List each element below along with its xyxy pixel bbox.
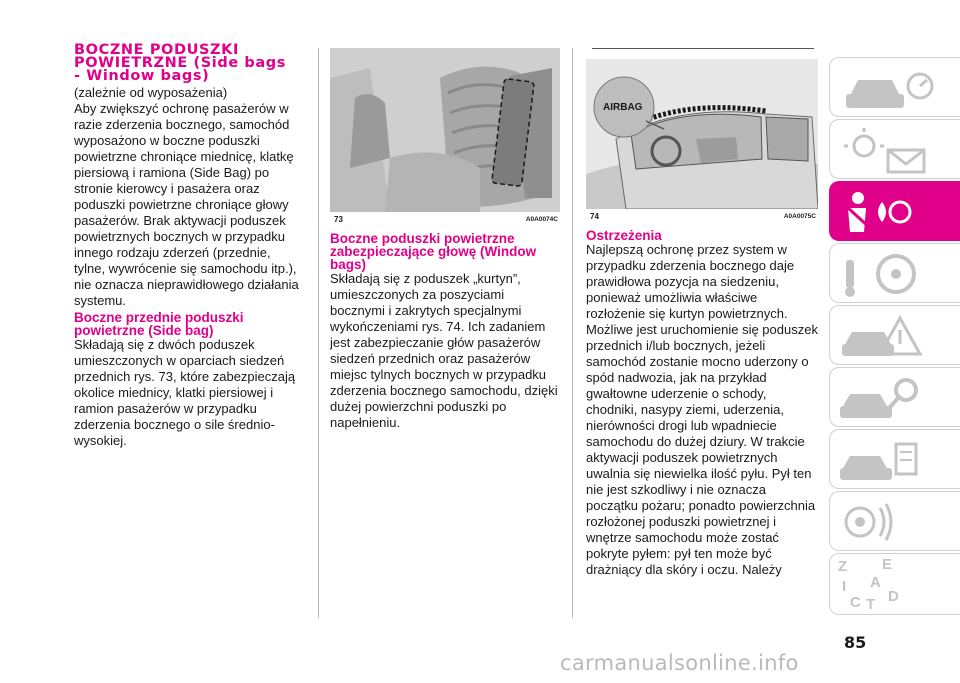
specs-icon xyxy=(830,430,960,490)
warning-lights-icon xyxy=(830,120,960,180)
seat-safety-icon xyxy=(830,182,960,242)
index-icon xyxy=(830,554,960,616)
key-steering-icon xyxy=(830,244,960,304)
index-letter: A xyxy=(870,574,881,591)
index-letter: D xyxy=(888,588,899,605)
multimedia-icon xyxy=(830,492,960,552)
figure-code: A0A0075C xyxy=(783,213,816,220)
car-illustration xyxy=(586,59,818,209)
maintenance-icon xyxy=(830,368,960,428)
intro-paragraph: Aby zwiększyć ochronę pasażerów w razie zderzenia bocznego, samochód wyposażono w boczne poduszki powietrzne chroniące miednicę, klatkę piersiową i ramiona (Side Bag) po stronie kierowcy i pasażera oraz poduszki powietrzne chroniące głowy pasażerów. Brak aktywacji poduszek powietrznych bocznych w przypadku innego rodzaju zderzeń (przednie, tylne, wywrócenie się samochodu itp.), nie oznacza nieprawidłowego działania systemu. xyxy=(74,101,299,308)
heading-line-3: - Window bags) xyxy=(74,68,210,84)
tab-maintenance[interactable] xyxy=(829,367,960,427)
warnings-paragraph: Najlepszą ochronę przez system w przypadku zderzenia bocznego daje prawidłowa pozycja na siedzeniu, ponieważ umożliwia właściwe rozłożenie się kurtyn powietrznych. Możliwe jest uruchomienie się poduszek przednich i/lub bocznych, jeżeli samochód zostanie mocno uderzony o spód nadwozia, jak na przykład gwałtowne uderzenie o schody, chodniki, nasypy ziemi, uderzenia, nierówności drogi lub wpadniecie samochodu do dużej dziury. W trakcie aktywacji poduszek powietrznych uwalnia się niewielka ilość pyłu. Pył ten nie jest szkodliwy i nie oznacza początku pożaru; ponadto powierzchnia rozłożonej poduszki powietrznej i wnętrze samochodu może zostać pokryte pyłem: pył ten może być drażniący dla skóry i oczu. Należy xyxy=(586,242,818,577)
figure-number: 74 xyxy=(590,212,599,221)
column-divider-2 xyxy=(572,48,573,618)
index-letter: T xyxy=(866,596,876,613)
watermark: carmanualsonline.info xyxy=(560,651,799,675)
column-left xyxy=(74,44,302,449)
figure-top-rule xyxy=(592,48,814,49)
figure-code: A0A0074C xyxy=(525,216,558,223)
tab-warning-lights[interactable] xyxy=(829,119,960,179)
tab-car-dashboard[interactable] xyxy=(829,57,960,117)
tab-multimedia[interactable] xyxy=(829,491,960,551)
tab-seat-safety[interactable] xyxy=(829,181,960,241)
window-bag-paragraph: Składają się z poduszek „kurtyn”, umieszczonych za poszyciami bocznymi i zakrytych specjalnymi wykończeniami rys. 74. Ich zadaniem jest zabezpieczanie głów pasażerów siedzeń przednich oraz pasażerów miejsc tylnych bocznych w przypadku zderzenia bocznego samochodu, dzięki dużej powierzchni poduszki po napełnieniu. xyxy=(330,271,558,430)
index-letter: Z xyxy=(838,558,848,575)
index-letter: C xyxy=(850,594,861,611)
figure-73-caption xyxy=(330,212,560,226)
emergency-icon xyxy=(830,306,960,366)
tab-emergency[interactable] xyxy=(829,305,960,365)
tab-specs[interactable] xyxy=(829,429,960,489)
side-bag-paragraph: Składają się z dwóch poduszek umieszczonych w oparciach siedzeń przednich rys. 73, które zabezpieczają okolice miednicy, klatki piersiowej i ramion pasażerów w przypadku zderzenia bocznego o sile średnio-wysokiej. xyxy=(74,337,296,448)
index-letter: E xyxy=(882,556,893,573)
section-heading xyxy=(74,44,302,83)
heading-line-2: POWIETRZNE (Side bags xyxy=(74,55,286,71)
side-bag-subheading: Boczne przednie poduszki powietrzne (Side bag) xyxy=(74,310,244,338)
figure-74-car-image xyxy=(586,59,818,209)
index-letter: I xyxy=(842,578,847,595)
column-middle xyxy=(330,48,560,431)
figure-73-seat-image xyxy=(330,48,560,212)
airbag-label: AIRBAG xyxy=(603,102,643,113)
column-divider-1 xyxy=(318,48,319,618)
tab-index[interactable] xyxy=(829,553,960,615)
page-number: 85 xyxy=(844,633,867,652)
seat-illustration xyxy=(330,48,560,212)
warnings-subheading: Ostrzeżenia xyxy=(586,228,662,243)
figure-74-caption xyxy=(586,209,818,223)
availability-note: (zależnie od wyposażenia) xyxy=(74,85,228,100)
window-bag-subheading: Boczne poduszki powietrzne zabezpieczające głowę (Window bags) xyxy=(330,231,537,272)
column-right xyxy=(586,48,818,578)
heading-line-1: BOCZNE PODUSZKI xyxy=(74,42,239,58)
car-dashboard-icon xyxy=(830,58,960,118)
figure-number: 73 xyxy=(334,215,343,224)
tab-key-steering[interactable] xyxy=(829,243,960,303)
